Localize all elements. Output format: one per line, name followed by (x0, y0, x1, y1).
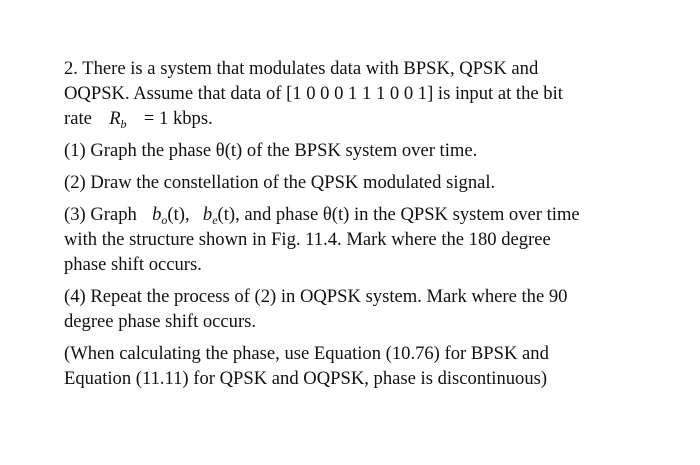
part-3-line-1 (64, 202, 664, 227)
part-2-text: (2) Draw the constellation of the QPSK modulated signal. (64, 172, 496, 193)
be-subscript: e (212, 213, 218, 227)
part-4 (64, 284, 664, 334)
intro-line-3 (64, 106, 664, 131)
bo-subscript: o (161, 213, 168, 227)
rate-symbol: R (109, 108, 121, 129)
part-4-line-1: (4) Repeat the process of (2) in OQPSK system. Mark where the 90 (64, 286, 568, 307)
problem-statement (64, 56, 664, 398)
intro-line-2: OQPSK. Assume that data of [1 0 0 0 1 1 1 0 0 1] is input at the bit (64, 83, 563, 104)
part-3-line-3: phase shift occurs. (64, 254, 202, 275)
rate-label: rate (64, 108, 92, 129)
part-3-line-2: with the structure shown in Fig. 11.4. Mark where the 180 degree (64, 229, 551, 250)
part-4-line-2: degree phase shift occurs. (64, 311, 257, 332)
part-1-text: (1) Graph the phase θ(t) of the BPSK system over time. (64, 140, 478, 161)
part-3 (64, 202, 664, 277)
rate-value: = 1 kbps. (143, 108, 213, 129)
part-2 (64, 170, 664, 195)
be-argument: (t), and phase θ(t) in the QPSK system over time (217, 204, 580, 225)
part-3-prefix: (3) Graph (64, 204, 137, 225)
bo-argument: (t), (167, 204, 190, 225)
bo-symbol: b (152, 204, 162, 225)
be-symbol: b (202, 204, 213, 225)
note-line-2: Equation (11.11) for QPSK and OQPSK, phase is discontinuous) (64, 368, 548, 389)
part-1 (64, 138, 664, 163)
intro-line-1: 2. There is a system that modulates data with BPSK, QPSK and (64, 58, 539, 79)
note-line-1: (When calculating the phase, use Equation (10.76) for BPSK and (64, 343, 549, 364)
problem-intro (64, 56, 664, 131)
rate-subscript: b (120, 117, 127, 131)
note (64, 341, 664, 391)
